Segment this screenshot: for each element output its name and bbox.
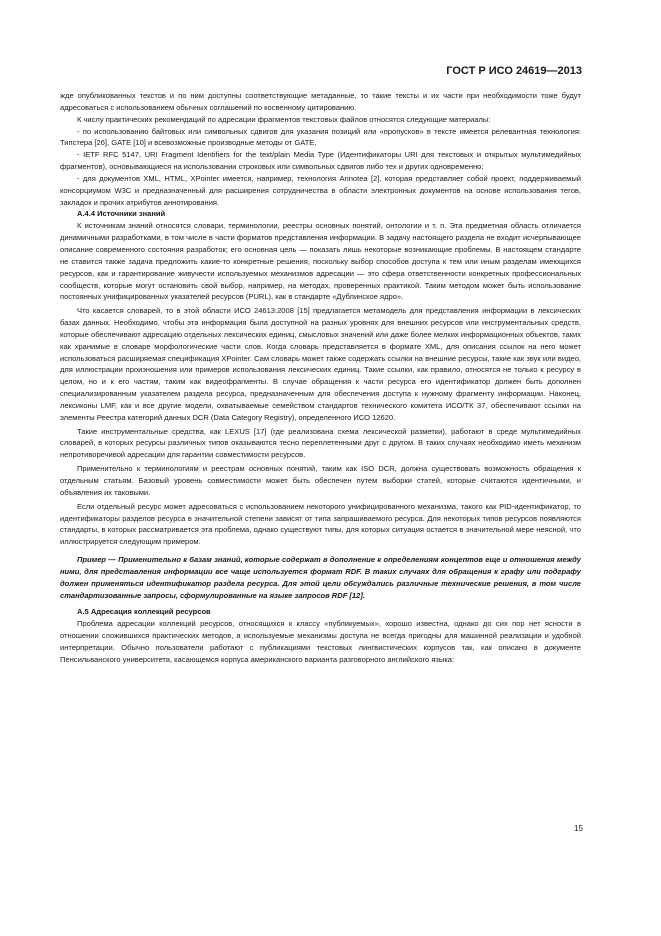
paragraph: Что касается словарей, то в этой области ИСО 24613:2008 [15] предлагается метамодель для представления информации в лексических базах данных. Необходимо, чтобы эта информация была доступной на разных уровнях для внешних ресурсов или инструментальных средств, которые обеспечивают адресацию отдельных лексических единиц, смысловых значений или даже более мелких информационных объектов, таких как хранимые в словаре морфологические части слов. Когда словарь представляется в формате XML, для описания ссылок на него может использоваться расширяемая спецификация XPointer. Сам словарь может также содержать ссылки на внешние ресурсы, такие как звук или видео, для иллюстрации произношения или примеров использования лексических единиц. Такие ссылки, как правило, относятся не только к ресурсу в целом, но и к его частям, таким как видеофрагменты. В случае обращения к части ресурса его идентификатор должен быть дополнен специализированным указателем раздела ресурса, предназначенным для обеспечения доступа к нужному фрагменту информации. Наконец, лексиконы LMF, как и все другие модели, охватываемые семейством стандартов технического комитета ИСО/ТК 37, обеспечивают ссылки на элементы Реестра категорий данных DCR (Data Category Registry), определенного ИСО 12620. (60, 306, 581, 422)
page-body (60, 90, 581, 666)
paragraph: Если отдельный ресурс может адресоваться с использованием некоторого унифицированного механизма, такого как PID-идентификатор, то идентификаторы разделов ресурса в значительной степени зависят от типа запрашиваемого ресурса. Для некоторых типов ресурсов появляются стандарты, в которых рассматривается эта проблема, однако существуют типы, для которых ситуация остается в значительной мере неясной, что иллюстрируется следующим примером. (60, 501, 581, 547)
document-header: ГОСТ Р ИСО 24619—2013 (446, 65, 582, 77)
paragraph: К числу практических рекомендаций по адресации фрагментов текстовых файлов относятся следующие материалы: (77, 114, 491, 124)
list-item: - для документов XML, HTML, XPointer имеется, например, технология Annotea [2], которая представляет собой проект, поддерживаемый консорциумом W3C и предназначенный для расширения сотрудничества в области электронных документов на основе использования тегов, закладок и прочих атрибутов аннотирования. (60, 173, 581, 207)
paragraph: К источникам знаний относятся словари, терминологии, реестры основных понятий, онтологии и т. п. Эта предметная область отличается динамичными разработками, в том числе в части форматов представления информации. В задачу настоящего раздела не входит исчерпывающее описание современного состояния разработок; его основная цель — показать лишь некоторые возникающие проблемы. В настоящем стандарте не ставится также задача предложить какие-то конкретные решения, поскольку выбор способов доступа к тем или иным разделам имеющихся ресурсов, как и гарантирование живучести используемых механизмов адресации — это сфера ответственности конкретных профессиональных сообществ, которые могут остановить свой выбор, например, на методах, проверенных практикой. Таким методом может быть использование постоянных унифицированных указателей ресурсов (PURL), как в стандарте «Дублинское ядро». (60, 221, 581, 302)
page-number: 15 (574, 824, 583, 833)
paragraph: жде опубликованных текстов и по ним доступны соответствующие метаданные, то такие тексты и их части при необходимости тоже будут адресоваться с использованием обычных соглашений по косвенному цитированию. (60, 91, 581, 112)
paragraph: Такие инструментальные средства, как LEXUS [17] (где реализована схема лексической разметки), работают в среде мультимедийных словарей, в которых ресурсы различных типов оказываются тесно переплетенными друг с другом. В таких случаях необходимо иметь механизм непротиворечивой адресации для гарантии совместимости ресурсов. (60, 426, 581, 460)
paragraph: Применительно к терминологиям и реестрам основных понятий, таким как ISO DCR, должна существовать возможность обращения к отдельным статьям. Базовый уровень совместимости может быть обеспечен путем выборки статей, которые считаются идентичными, и объявления их таковыми. (60, 464, 581, 497)
list-item: - по использованию байтовых или символьных сдвигов для указания позиций или «пропусков» в тексте имеется релевантная технология: Типстера [26], GATE [10] и всевозможные производные методы от GATE, (60, 126, 581, 148)
paragraph: Проблема адресации коллекций ресурсов, относящихся к классу «публикуемых», хорошо известна, однако до сих пор нет ясности в отношении сложившихся практических методов, а используемые механизмы доступа не всегда пригодны для машинной реализации и удобной интерпретации. Обычно пользователи работают с публикациями текстовых лингвистических корпусов так, как описано в документе Пенсильванского университета, касающемся корпуса американского варианта разговорного английского языка: (60, 619, 581, 664)
list-item: - IETF RFC 5147, URI Fragment Identifiers for the text/plain Media Type (Идентификаторы URI для текстовых и открытых мультимедийных фрагментов), основывающиеся на использовании строковых или символьных сдвигов либо тех и других одновременно; (60, 150, 581, 172)
example-note: Пример — Применительно к базам знаний, которые содержат в дополнение к определениям концептов еще и отношения между ними, для представления информации все чаще используется формат RDF. В таких случаях для обращения к графу или подграфу должен применяться идентификатор раздела ресурса. Для этой цели обсуждались различные технические решения, в том числе стандартизованные запросы, сформулированные на языке запросов RDF [12]. (60, 555, 581, 600)
section-heading-a44: А.4.4 Источники знаний (77, 209, 166, 219)
section-heading-a5: А.5 Адресация коллекций ресурсов (77, 607, 211, 617)
